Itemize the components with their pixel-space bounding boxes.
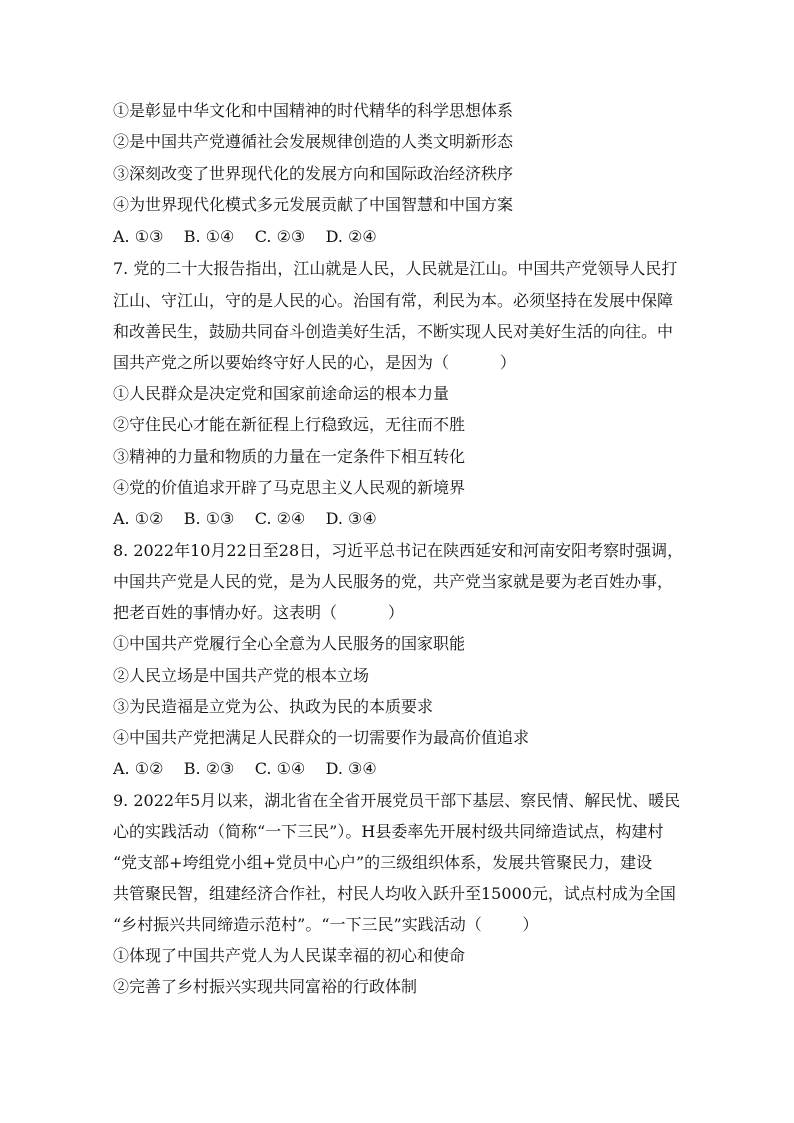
q9-stem-line-4: 共管聚民智，组建经济合作社，村民人均收入跃升至15000元，试点村成为全国 bbox=[113, 884, 676, 903]
q9-option-1: ①体现了中国共产党人为人民谋幸福的初心和使命 bbox=[113, 946, 466, 965]
q6-option-1: ①是彰显中华文化和中国精神的时代精华的科学思想体系 bbox=[113, 101, 514, 120]
q6-option-3: ③深刻改变了世界现代化的发展方向和国际政治经济秩序 bbox=[113, 164, 514, 183]
q8-option-3: ③为民造福是立党为公、执政为民的本质要求 bbox=[113, 697, 434, 716]
q8-stem-line-2: 中国共产党是人民的党，是为人民服务的党，共产党当家就是要为老百姓办事， bbox=[113, 572, 674, 591]
q6-option-2: ②是中国共产党遵循社会发展规律创造的人类文明新形态 bbox=[113, 132, 514, 151]
q8-option-2: ②人民立场是中国共产党的根本立场 bbox=[113, 666, 370, 685]
q7-option-3: ③精神的力量和物质的力量在一定条件下相互转化 bbox=[113, 447, 466, 466]
q7-stem-line-3: 和改善民生，鼓励共同奋斗创造美好生活，不断实现人民对美好生活的向往。中 bbox=[113, 322, 674, 341]
q9-stem-line-2: 心的实践活动（简称“一下三民”）。H县委率先开展村级共同缔造试点，构建村 bbox=[113, 822, 664, 841]
q9-stem-line-1: 9. 2022年5月以来，湖北省在全省开展党员干部下基层、察民情、解民忧、暖民 bbox=[113, 791, 681, 810]
q8-stem-line-1: 8. 2022年10月22日至28日，习近平总书记在陕西延安和河南安阳考察时强调， bbox=[113, 541, 684, 560]
q7-option-2: ②守住民心才能在新征程上行稳致远，无往而不胜 bbox=[113, 415, 466, 434]
q6-choices: A. ①③ B. ①④ C. ②③ D. ②④ bbox=[113, 227, 377, 246]
q8-choices: A. ①② B. ②③ C. ①④ D. ③④ bbox=[113, 759, 377, 778]
q7-choices: A. ①② B. ①③ C. ②④ D. ③④ bbox=[113, 509, 377, 528]
q8-option-1: ①中国共产党履行全心全意为人民服务的国家职能 bbox=[113, 634, 466, 653]
q9-stem-line-5: “乡村振兴共同缔造示范村”。“一下三民”实践活动（ ） bbox=[113, 915, 539, 934]
q6-option-4: ④为世界现代化模式多元发展贡献了中国智慧和中国方案 bbox=[113, 195, 514, 214]
q9-stem-line-3: “党支部+垮组党小组+党员中心户”的三级组织体系，发展共管聚民力，建设 bbox=[113, 853, 653, 872]
q8-stem-line-3: 把老百姓的事情办好。这表明（ ） bbox=[113, 603, 404, 622]
q7-option-4: ④党的价值追求开辟了马克思主义人民观的新境界 bbox=[113, 478, 466, 497]
q7-option-1: ①人民群众是决定党和国家前途命运的根本力量 bbox=[113, 384, 450, 403]
q9-option-2: ②完善了乡村振兴实现共同富裕的行政体制 bbox=[113, 977, 418, 996]
q8-option-4: ④中国共产党把满足人民群众的一切需要作为最高价值追求 bbox=[113, 728, 530, 747]
q7-stem-line-1: 7. 党的二十大报告指出，江山就是人民，人民就是江山。中国共产党领导人民打 bbox=[113, 259, 678, 278]
q7-stem-line-4: 国共产党之所以要始终守好人民的心，是因为（ ） bbox=[113, 353, 516, 372]
q7-stem-line-2: 江山、守江山，守的是人民的心。治国有常，利民为本。必须坚持在发展中保障 bbox=[113, 291, 674, 310]
